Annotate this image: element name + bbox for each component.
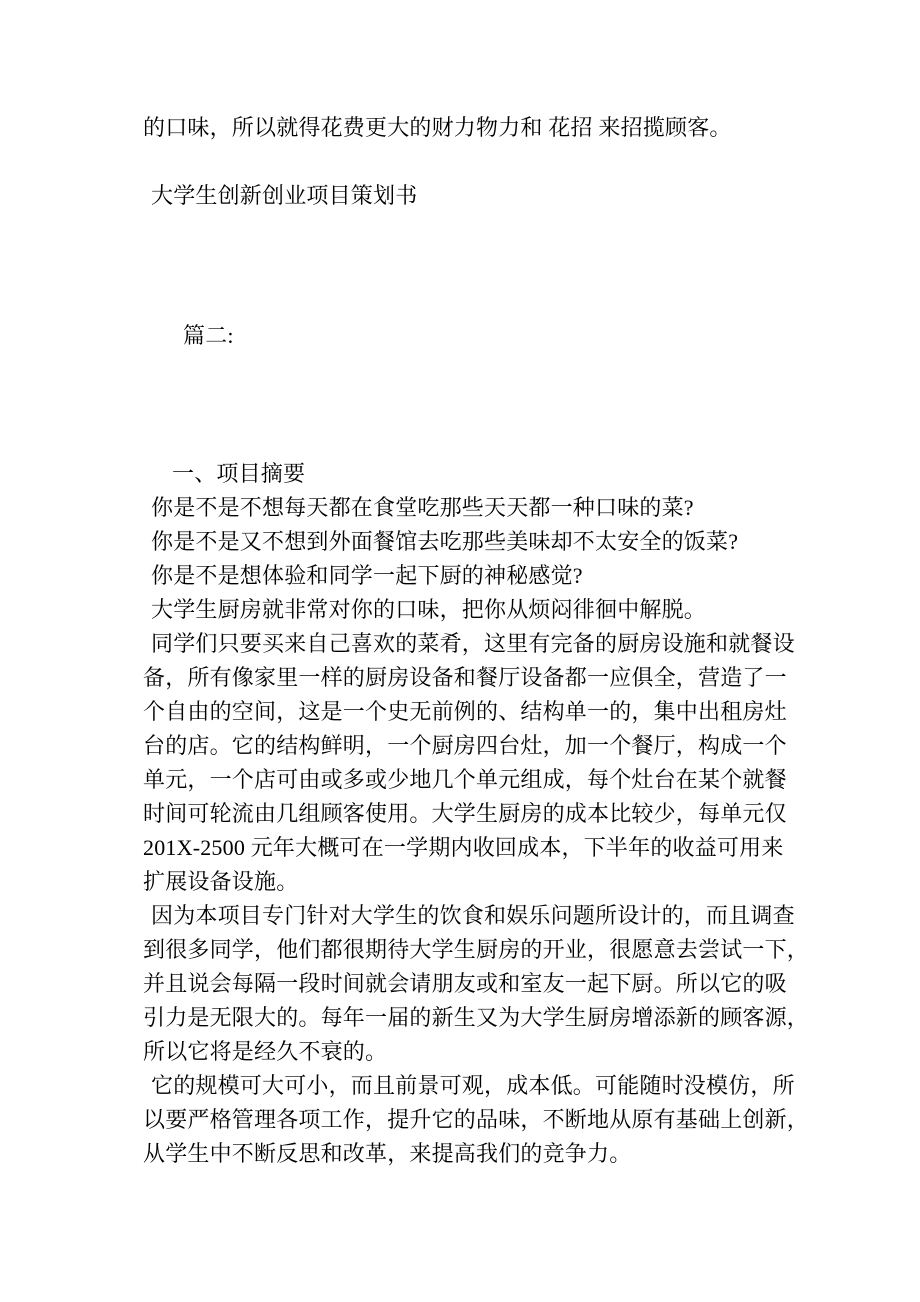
text-line: 你是不是不想每天都在食堂吃那些天天都一种口味的菜? [151, 495, 694, 520]
text-line: 的口味，所以就得花费更大的财力物力和 花招 来招揽顾客。 [143, 115, 732, 140]
text-line: 从学生中不断反思和改革，来提高我们的竞争力。 [143, 1141, 632, 1166]
text-line: 单元，一个店可由或多或少地几个单元组成，每个灶台在某个就餐 [143, 767, 787, 792]
text-line: 一、项目摘要 [172, 461, 306, 486]
text-line: 扩展设备设施。 [143, 869, 299, 894]
text-line: 你是不是想体验和同学一起下厨的神秘感觉? [151, 563, 583, 588]
text-line: 因为本项目专门针对大学生的饮食和娱乐问题所设计的，而且调查 [151, 903, 795, 928]
text-line: 到很多同学，他们都很期待大学生厨房的开业，很愿意去尝试一下， [143, 937, 810, 962]
text-line: 大学生厨房就非常对你的口味，把你从烦闷徘徊中解脱。 [151, 597, 707, 622]
text-line: 个自由的空间，这是一个史无前例的、结构单一的，集中出租房灶 [143, 699, 787, 724]
text-line: 它的规模可大可小，而且前景可观，成本低。可能随时没模仿，所 [151, 1073, 795, 1098]
text-line: 你是不是又不想到外面餐馆去吃那些美味却不太安全的饭菜? [151, 529, 739, 554]
text-line: 时间可轮流由几组顾客使用。大学生厨房的成本比较少，每单元仅 [143, 801, 787, 826]
text-line: 同学们只要买来自己喜欢的菜肴，这里有完备的厨房设施和就餐设 [151, 631, 795, 656]
text-line: 大学生创新创业项目策划书 [151, 183, 418, 208]
text-line: 以要严格管理各项工作，提升它的品味，不断地从原有基础上创新， [143, 1107, 810, 1132]
text-line: 篇二: [183, 323, 234, 348]
text-line: 引力是无限大的。每年一届的新生又为大学生厨房增添新的顾客源， [143, 1005, 810, 1030]
text-line: 备，所有像家里一样的厨房设备和餐厅设备都一应俱全，营造了一 [143, 665, 787, 690]
text-line: 201X-2500 元年大概可在一学期内收回成本，下半年的收益可用来 [143, 835, 784, 860]
text-line: 所以它将是经久不衰的。 [143, 1039, 388, 1064]
text-line: 台的店。它的结构鲜明，一个厨房四台灶，加一个餐厅，构成一个 [143, 733, 787, 758]
document-lines [143, 111, 810, 1171]
text-line: 并且说会每隔一段时间就会请朋友或和室友一起下厨。所以它的吸 [143, 971, 787, 996]
